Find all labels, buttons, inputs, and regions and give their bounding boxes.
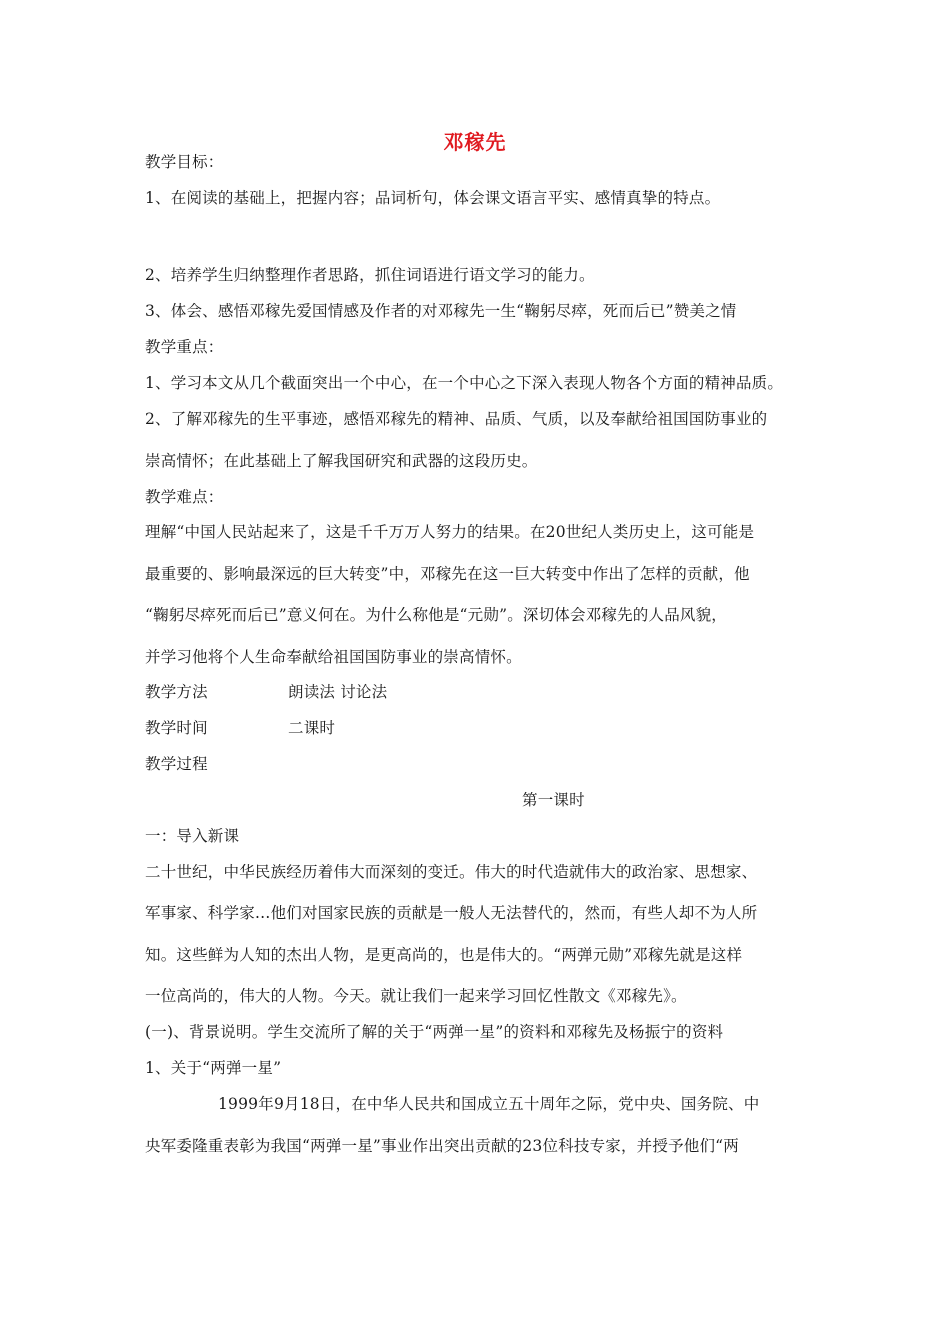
intro-line-3: 知。这些鲜为人知的杰出人物，是更高尚的，也是伟大的。“两弹元勋”邓稼先就是这样 xyxy=(145,946,743,964)
paragraph-line-1: 1999年9月18日，在中华人民共和国成立五十周年之际，党中央、国务院、中 xyxy=(218,1095,760,1113)
difficulty-line-2: 最重要的、影响最深远的巨大转变”中，邓稼先在这一巨大转变中作出了怎样的贡献，他 xyxy=(145,565,750,583)
objective-1: 1、在阅读的基础上，把握内容；品词析句，体会课文语言平实、感情真挚的特点。 xyxy=(145,189,721,207)
intro-line-2: 军事家、科学家…他们对国家民族的贡献是一般人无法替代的，然而，有些人却不为人所 xyxy=(145,904,758,922)
method-label: 教学方法 xyxy=(145,683,208,701)
difficulties-heading: 教学难点： xyxy=(145,488,224,506)
difficulty-line-1: 理解“中国人民站起来了，这是千千万万人努力的结果。在20世纪人类历史上，这可能是 xyxy=(145,523,755,541)
key-points-heading: 教学重点： xyxy=(145,338,224,356)
intro-line-4: 一位高尚的，伟大的人物。今天。就让我们一起来学习回忆性散文《邓稼先》。 xyxy=(145,987,687,1005)
key-point-2-line-1: 2、了解邓稼先的生平事迹，感悟邓稼先的精神、品质、气质，以及奉献给祖国国防事业的 xyxy=(145,410,768,428)
key-point-1: 1、学习本文从几个截面突出一个中心，在一个中心之下深入表现人物各个方面的精神品质。 xyxy=(145,374,784,392)
paragraph-line-2: 央军委隆重表彰为我国“两弹一星”事业作出突出贡献的23位科技专家，并授予他们“两 xyxy=(145,1137,739,1155)
intro-line-1: 二十世纪，中华民族经历着伟大而深刻的变迁。伟大的时代造就伟大的政治家、思想家、 xyxy=(145,863,758,881)
objectives-heading: 教学目标： xyxy=(145,153,224,171)
background-heading: (一)、背景说明。学生交流所了解的关于“两弹一星”的资料和邓稼先及杨振宁的资料 xyxy=(145,1023,724,1041)
process-heading: 教学过程 xyxy=(145,755,208,773)
time-value: 二课时 xyxy=(288,719,336,737)
key-point-2-line-2: 崇高情怀；在此基础上了解我国研究和武器的这段历史。 xyxy=(145,452,538,470)
section-intro: 一：导入新课 xyxy=(145,827,240,845)
time-label: 教学时间 xyxy=(145,719,208,737)
background-item-1: 1、关于“两弹一星” xyxy=(145,1059,282,1077)
difficulty-line-4: 并学习他将个人生命奉献给祖国国防事业的崇高情怀。 xyxy=(145,648,522,666)
document-title: 邓稼先 xyxy=(443,130,507,154)
objective-2: 2、培养学生归纳整理作者思路，抓住词语进行语文学习的能力。 xyxy=(145,266,595,284)
time-row xyxy=(145,718,208,738)
method-row xyxy=(145,682,208,702)
lesson-heading: 第一课时 xyxy=(522,791,585,809)
difficulty-line-3: “鞠躬尽瘁死而后已”意义何在。为什么称他是“元勋”。深切体会邓稼先的人品风貌， xyxy=(145,606,727,624)
objective-3: 3、体会、感悟邓稼先爱国情感及作者的对邓稼先一生“鞠躬尽瘁，死而后已”赞美之情 xyxy=(145,302,737,320)
method-value: 朗读法 讨论法 xyxy=(288,683,388,701)
